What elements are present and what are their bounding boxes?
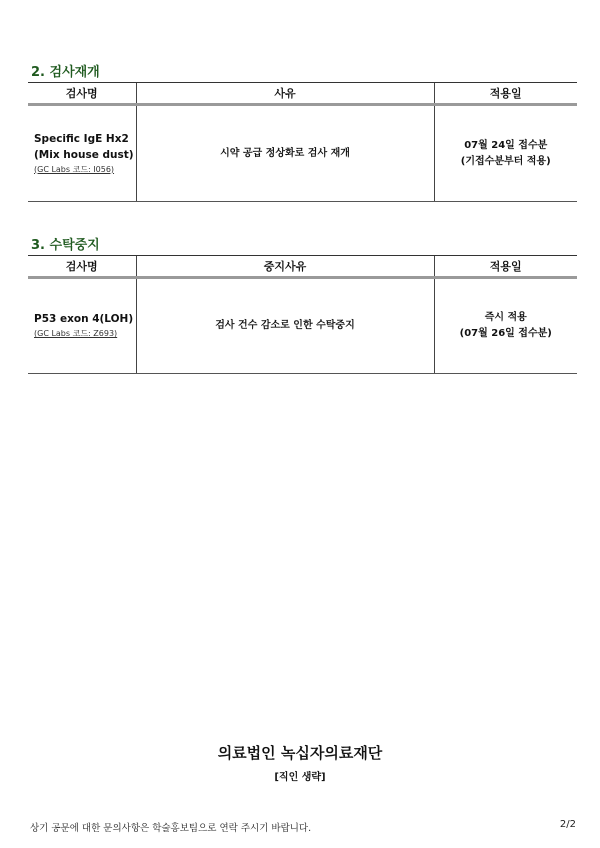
page-number: 2/2 (559, 819, 576, 830)
apply-date-line: (07월 26일 접수분) (459, 328, 552, 339)
seal-omitted-note: [직인 생략] (274, 772, 326, 783)
test-code-link[interactable]: (GC Labs 코드: I056) (34, 164, 115, 174)
organization-name: 의료법인 녹십자의료재단 (217, 744, 383, 762)
reason-cell (136, 278, 434, 374)
apply-date-cell (434, 105, 577, 202)
reason-cell (136, 105, 434, 202)
apply-date-line: (기접수분부터 적용) (460, 155, 551, 167)
table-row (28, 105, 577, 202)
section-title-suspend: 3. 수탁중지 (31, 238, 100, 253)
resume-table (28, 82, 577, 202)
column-header-apply-date: 적용일 (434, 83, 577, 105)
table-header-row (28, 256, 577, 278)
table-row (28, 278, 577, 374)
apply-date-line: 즉시 적용 (484, 312, 527, 323)
column-header-suspend-reason: 중지사유 (136, 256, 434, 278)
column-header-test-name: 검사명 (28, 256, 136, 278)
test-name-line: Specific IgE Hx2 (34, 132, 129, 145)
test-name-line: P53 exon 4(LOH) (34, 313, 134, 325)
apply-date-line: 07월 24일 접수분 (464, 139, 548, 151)
test-name-cell (28, 105, 136, 202)
test-name-cell (28, 278, 136, 374)
suspend-table (28, 255, 577, 374)
reason-text: 검사 건수 감소로 인한 수탁중지 (215, 320, 355, 331)
reason-text: 시약 공급 정상화로 검사 재개 (220, 147, 350, 159)
apply-date-cell (434, 278, 577, 374)
section-title-resume: 2. 검사재개 (31, 65, 100, 80)
column-header-reason: 사유 (136, 83, 434, 105)
column-header-apply-date: 적용일 (434, 256, 577, 278)
test-name-line: (Mix house dust) (34, 148, 134, 161)
test-code-link[interactable]: (GC Labs 코드: Z693) (34, 329, 118, 338)
column-header-test-name: 검사명 (28, 83, 136, 105)
contact-note: 상기 공문에 대한 문의사항은 학술홍보팀으로 연락 주시기 바랍니다. (30, 823, 312, 834)
table-header-row (28, 83, 577, 105)
